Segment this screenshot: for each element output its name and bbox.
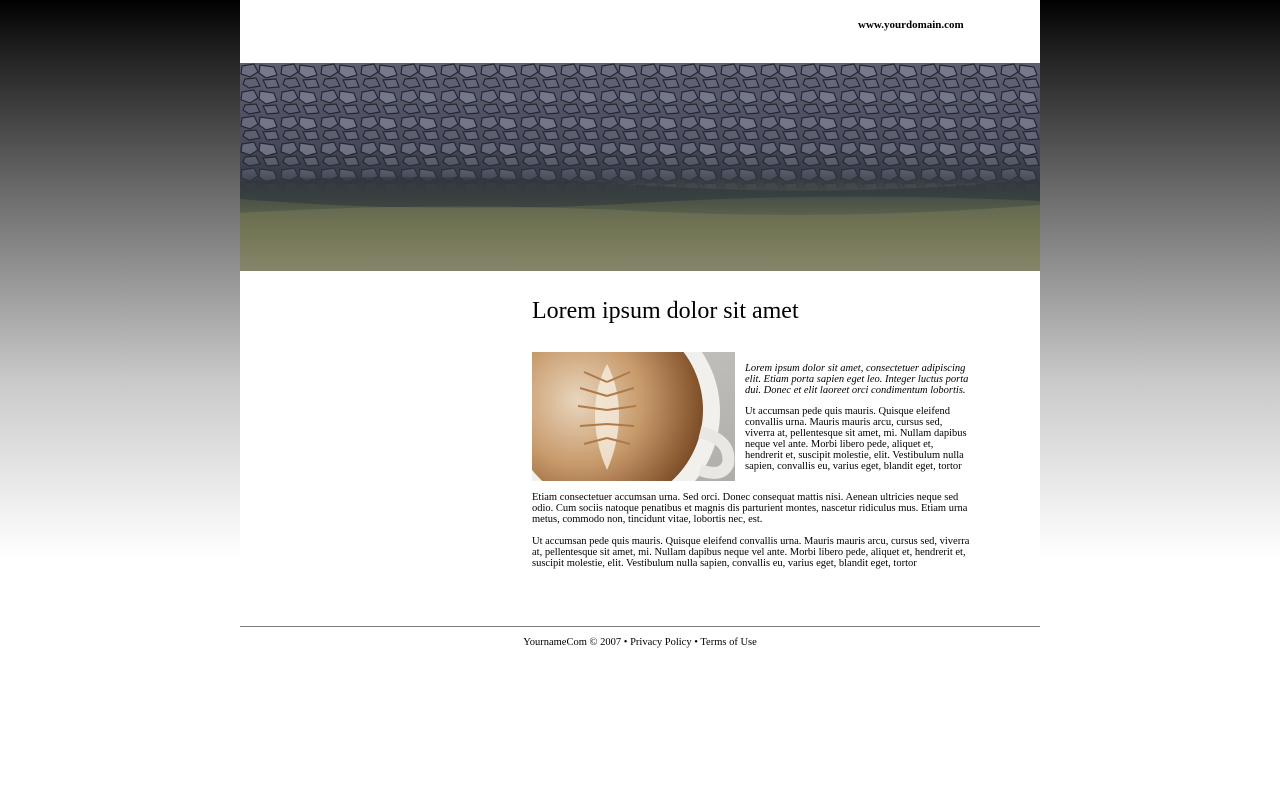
privacy-policy-link[interactable]: Privacy Policy — [630, 637, 692, 648]
intro-text — [745, 363, 972, 482]
page-title: Lorem ipsum dolor sit amet — [532, 298, 799, 324]
terms-of-use-link[interactable]: Terms of Use — [700, 637, 757, 648]
footer-copyright: YournameCom © 2007 — [523, 637, 622, 648]
footer — [240, 637, 1040, 648]
body-paragraph-1: Etiam consectetuer accumsan urna. Sed orci. Donec consequat mattis nisi. Aenean ultricies neque sed odio. Cum sociis natoque penatibus et magnis dis parturient montes, nascetur ridiculus mus. Etiam urna metus, commodo non, tincidunt vitae, lobortis nec, est. — [532, 492, 968, 525]
intro-italic-paragraph: Lorem ipsum dolor sit amet, consectetuer adipiscing elit. Etiam porta sapien eget leo. Integer luctus porta dui. Donec et elit laoreet orci condimentum lobortis. — [745, 363, 969, 396]
intro-section — [532, 352, 972, 492]
page-container — [240, 0, 1040, 626]
body-text — [532, 492, 972, 569]
footer-separator: • — [623, 637, 628, 648]
body-paragraph-2: Ut accumsan pede quis mauris. Quisque eleifend convallis urna. Mauris mauris arcu, cursus sed, viverra at, pellentesque sit amet, mi. Nullam dapibus neque vel ante. Morbi libero pede, aliquet et, hendrerit et, suscipit molestie, elit. Vestibulum nulla sapien, convallis eu, varius eget, blandit eget, tortor — [532, 536, 970, 569]
header-banner-image — [240, 63, 1040, 271]
site-domain: www.yourdomain.com — [858, 19, 964, 31]
footer-separator: • — [694, 637, 698, 648]
coffee-image — [532, 352, 735, 481]
intro-paragraph: Ut accumsan pede quis mauris. Quisque eleifend convallis urna. Mauris mauris arcu, cursus sed, viverra at, pellentesque sit amet, mi. Nullam dapibus neque vel ante. Morbi libero pede, aliquet et, hendrerit et, suscipit molestie, elit. Vestibulum nulla sapien, convallis eu, varius eget, blandit eget, tortor — [745, 406, 967, 472]
main-content — [532, 296, 972, 580]
footer-divider — [240, 626, 1040, 627]
